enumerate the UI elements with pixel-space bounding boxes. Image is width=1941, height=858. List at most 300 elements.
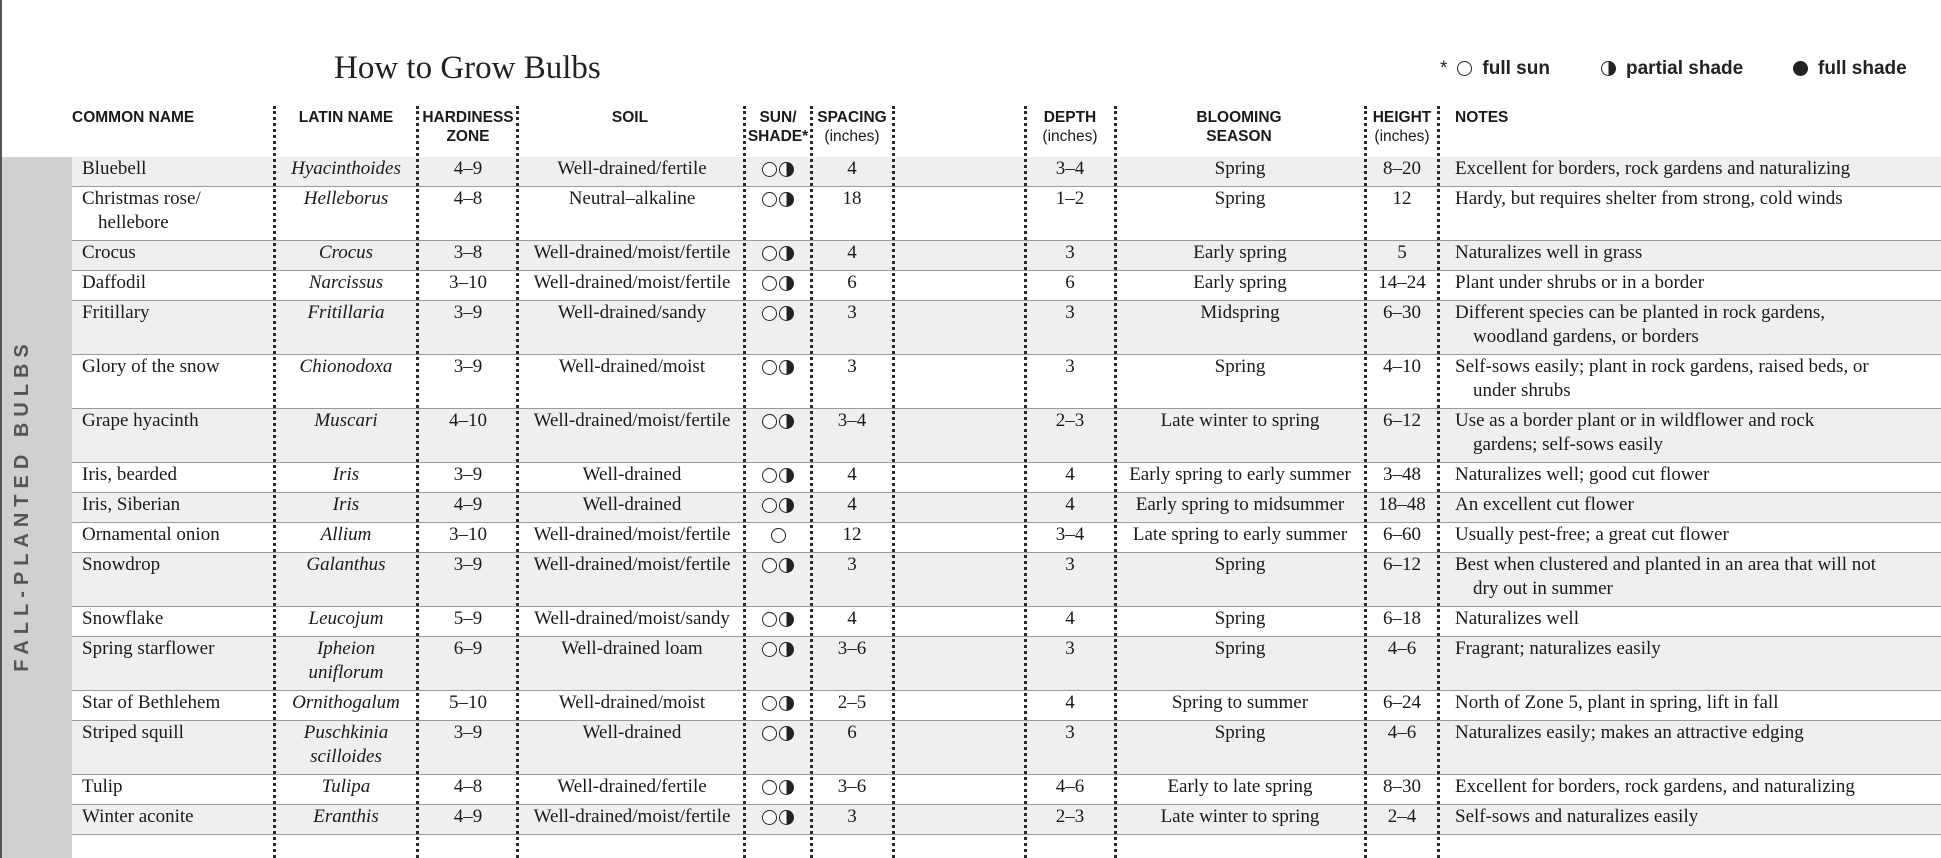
full-sun-icon bbox=[762, 498, 777, 513]
latin-name-cell-line: Fritillaria bbox=[307, 302, 385, 323]
common-name-cell-line: Tulip bbox=[82, 776, 123, 797]
common-name-cell-line: Fritillary bbox=[82, 302, 150, 323]
sun-shade-cell bbox=[744, 306, 812, 321]
latin-name-cell-line: Chionodoxa bbox=[299, 356, 393, 377]
latin-name-cell-line: Hyacinthoides bbox=[291, 158, 401, 179]
divider-bloom bbox=[1114, 106, 1117, 858]
common-name-cell bbox=[82, 775, 123, 799]
latin-name-cell-line: Crocus bbox=[318, 242, 374, 263]
partial-shade-icon bbox=[779, 246, 794, 261]
sun-shade-cell bbox=[744, 810, 812, 825]
spacing-cell: 18 bbox=[842, 188, 862, 209]
partial-shade-icon bbox=[779, 162, 794, 177]
legend-shade bbox=[1793, 58, 1907, 80]
latin-name-cell bbox=[278, 691, 414, 715]
sun-shade-cell bbox=[744, 498, 812, 513]
notes-cell bbox=[1455, 241, 1642, 265]
legend-sun bbox=[1440, 58, 1550, 80]
common-name-cell-line: Ornamental onion bbox=[82, 524, 220, 545]
notes-cell-line: Fragrant; naturalizes easily bbox=[1455, 638, 1661, 659]
notes-cell bbox=[1455, 463, 1709, 487]
depth-cell: 3 bbox=[1065, 554, 1075, 575]
depth-cell: 2–3 bbox=[1055, 410, 1085, 431]
latin-name-cell-line: Iris bbox=[332, 494, 360, 515]
notes-cell bbox=[1455, 607, 1579, 631]
notes-cell-line: dry out in summer bbox=[1473, 578, 1613, 599]
common-name-cell-line: Crocus bbox=[82, 242, 136, 263]
common-name-cell bbox=[82, 721, 184, 745]
full-sun-icon bbox=[762, 360, 777, 375]
common-name-cell bbox=[82, 157, 146, 181]
blooming-season-cell: Spring bbox=[1214, 722, 1266, 743]
full-sun-icon bbox=[762, 468, 777, 483]
notes-cell-line: Different species can be planted in rock gardens, bbox=[1455, 302, 1825, 323]
partial-shade-icon bbox=[779, 780, 794, 795]
soil-cell: Well-drained/moist/sandy bbox=[534, 608, 730, 629]
hardiness-zone-cell: 6–9 bbox=[453, 638, 483, 659]
header-sun-shade bbox=[744, 108, 812, 146]
depth-cell: 6 bbox=[1065, 272, 1075, 293]
common-name-cell-line: Daffodil bbox=[82, 272, 147, 293]
soil-cell: Well-drained bbox=[582, 722, 682, 743]
soil-cell: Well-drained/fertile bbox=[557, 158, 707, 179]
spacing-cell: 4 bbox=[847, 494, 857, 515]
soil-cell: Well-drained/moist/fertile bbox=[533, 242, 731, 263]
blooming-season-cell: Late winter to spring bbox=[1160, 806, 1320, 827]
blooming-season-cell: Spring bbox=[1214, 608, 1266, 629]
depth-cell: 1–2 bbox=[1055, 188, 1085, 209]
depth-cell: 3 bbox=[1065, 722, 1075, 743]
latin-name-cell bbox=[278, 553, 414, 577]
depth-cell: 4–6 bbox=[1055, 776, 1085, 797]
common-name-cell-line: Iris, Siberian bbox=[82, 494, 181, 515]
soil-cell: Well-drained/moist/fertile bbox=[533, 524, 731, 545]
header-hardiness-zone bbox=[420, 108, 516, 146]
header-spacing-line2: (inches) bbox=[824, 128, 880, 145]
common-name-cell-line: Star of Bethlehem bbox=[82, 692, 221, 713]
sun-shade-cell bbox=[744, 612, 812, 627]
hardiness-zone-cell: 4–8 bbox=[453, 188, 483, 209]
header-sun-line2: SHADE* bbox=[747, 128, 809, 145]
height-cell: 12 bbox=[1392, 188, 1412, 209]
notes-cell bbox=[1455, 409, 1814, 457]
height-cell: 4–6 bbox=[1387, 722, 1417, 743]
latin-name-cell bbox=[278, 775, 414, 799]
sun-shade-cell bbox=[744, 468, 812, 483]
blooming-season-cell: Late winter to spring bbox=[1160, 410, 1320, 431]
common-name-cell bbox=[82, 637, 214, 661]
sun-shade-cell bbox=[744, 780, 812, 795]
spacing-cell: 4 bbox=[847, 158, 857, 179]
notes-cell bbox=[1455, 355, 1869, 403]
full-sun-icon bbox=[762, 558, 777, 573]
full-sun-icon bbox=[762, 612, 777, 627]
notes-cell-line: Naturalizes easily; makes an attractive edging bbox=[1455, 722, 1804, 743]
latin-name-cell bbox=[278, 241, 414, 265]
height-cell: 14–24 bbox=[1378, 272, 1426, 293]
notes-cell bbox=[1455, 805, 1698, 829]
header-blooming-season bbox=[1118, 108, 1360, 146]
spacing-cell: 2–5 bbox=[837, 692, 867, 713]
height-cell: 2–4 bbox=[1387, 806, 1417, 827]
full-sun-icon bbox=[1457, 61, 1472, 76]
common-name-cell bbox=[82, 409, 199, 433]
latin-name-cell-line: Puschkinia bbox=[303, 722, 389, 743]
notes-cell-line: Use as a border plant or in wildflower and rock bbox=[1455, 410, 1815, 431]
common-name-cell bbox=[82, 463, 177, 487]
full-sun-icon bbox=[762, 276, 777, 291]
spacing-cell: 12 bbox=[842, 524, 862, 545]
latin-name-cell bbox=[278, 721, 414, 769]
spacing-cell: 4 bbox=[847, 608, 857, 629]
depth-cell: 3–4 bbox=[1055, 524, 1085, 545]
full-sun-icon bbox=[762, 246, 777, 261]
latin-name-cell-line: Ipheion bbox=[316, 638, 376, 659]
partial-shade-icon bbox=[779, 414, 794, 429]
blooming-season-cell: Spring bbox=[1214, 554, 1266, 575]
divider-height bbox=[1364, 106, 1367, 858]
height-cell: 6–60 bbox=[1383, 524, 1421, 545]
spacing-cell: 6 bbox=[847, 272, 857, 293]
full-sun-icon bbox=[762, 726, 777, 741]
common-name-cell-line: Winter aconite bbox=[82, 806, 194, 827]
spacing-cell: 3 bbox=[847, 356, 857, 377]
common-name-cell bbox=[82, 523, 220, 547]
depth-cell: 4 bbox=[1065, 494, 1075, 515]
latin-name-cell-line: Leucojum bbox=[308, 608, 384, 629]
common-name-cell-line: Snowflake bbox=[82, 608, 164, 629]
notes-cell bbox=[1455, 775, 1855, 799]
hardiness-zone-cell: 4–8 bbox=[453, 776, 483, 797]
sun-shade-cell bbox=[744, 642, 812, 657]
soil-cell: Well-drained loam bbox=[561, 638, 703, 659]
notes-cell-line: Excellent for borders, rock gardens and naturalizing bbox=[1455, 158, 1851, 179]
height-cell: 8–20 bbox=[1383, 158, 1421, 179]
partial-shade-icon bbox=[779, 360, 794, 375]
header-depth bbox=[1028, 108, 1112, 146]
blooming-season-cell: Early spring to midsummer bbox=[1135, 494, 1345, 515]
height-cell: 6–18 bbox=[1383, 608, 1421, 629]
notes-cell bbox=[1455, 637, 1661, 661]
hardiness-zone-cell: 3–9 bbox=[453, 722, 483, 743]
section-label: FALL-PLANTED BULBS bbox=[11, 338, 33, 672]
latin-name-cell bbox=[278, 607, 414, 631]
height-cell: 8–30 bbox=[1383, 776, 1421, 797]
latin-name-cell bbox=[278, 271, 414, 295]
height-cell: 4–6 bbox=[1387, 638, 1417, 659]
soil-cell: Well-drained/moist bbox=[558, 692, 706, 713]
blooming-season-cell: Early spring to early summer bbox=[1129, 464, 1351, 485]
header-height bbox=[1368, 108, 1436, 146]
full-sun-icon bbox=[762, 306, 777, 321]
latin-name-cell bbox=[278, 157, 414, 181]
blooming-season-cell: Late spring to early summer bbox=[1132, 524, 1348, 545]
notes-cell bbox=[1455, 301, 1825, 349]
divider-notes bbox=[1437, 106, 1440, 858]
full-sun-icon bbox=[771, 528, 786, 543]
full-sun-icon bbox=[762, 780, 777, 795]
common-name-cell bbox=[82, 301, 150, 325]
depth-cell: 3 bbox=[1065, 638, 1075, 659]
soil-cell: Neutral–alkaline bbox=[568, 188, 696, 209]
depth-cell: 4 bbox=[1065, 464, 1075, 485]
sun-shade-cell bbox=[744, 162, 812, 177]
common-name-cell bbox=[82, 187, 201, 235]
notes-cell bbox=[1455, 691, 1778, 715]
header-spacing bbox=[812, 108, 892, 146]
header-bloom-line2: SEASON bbox=[1206, 128, 1272, 145]
soil-cell: Well-drained/fertile bbox=[557, 776, 707, 797]
spacing-cell: 3 bbox=[847, 554, 857, 575]
soil-cell: Well-drained/sandy bbox=[557, 302, 707, 323]
hardiness-zone-cell: 4–9 bbox=[453, 806, 483, 827]
divider-zone bbox=[416, 106, 419, 858]
notes-cell-line: Naturalizes well in grass bbox=[1455, 242, 1643, 263]
soil-cell: Well-drained bbox=[582, 494, 682, 515]
latin-name-cell-line: scilloides bbox=[310, 746, 382, 767]
blooming-season-cell: Midspring bbox=[1200, 302, 1280, 323]
header-soil: SOIL bbox=[611, 109, 649, 126]
blooming-season-cell: Early to late spring bbox=[1167, 776, 1313, 797]
hardiness-zone-cell: 4–10 bbox=[449, 410, 487, 431]
latin-name-cell-line: Muscari bbox=[314, 410, 378, 431]
notes-cell-line: gardens; self-sows easily bbox=[1473, 434, 1663, 455]
latin-name-cell bbox=[278, 493, 414, 517]
soil-cell: Well-drained/moist/fertile bbox=[533, 554, 731, 575]
common-name-cell bbox=[82, 691, 220, 715]
header-depth-line2: (inches) bbox=[1042, 128, 1098, 145]
depth-cell: 3 bbox=[1065, 302, 1075, 323]
header-latin-name: LATIN NAME bbox=[298, 109, 394, 126]
blooming-season-cell: Early spring bbox=[1193, 272, 1287, 293]
spacing-cell: 4 bbox=[847, 464, 857, 485]
notes-cell bbox=[1455, 493, 1634, 517]
notes-cell bbox=[1455, 187, 1843, 211]
full-sun-icon bbox=[762, 810, 777, 825]
partial-shade-icon bbox=[779, 468, 794, 483]
divider-latin bbox=[273, 106, 276, 858]
notes-cell-line: Best when clustered and planted in an area that will not bbox=[1455, 554, 1877, 575]
header-height-line2: (inches) bbox=[1374, 128, 1430, 145]
latin-name-cell-line: Galanthus bbox=[306, 554, 386, 575]
notes-cell-line: North of Zone 5, plant in spring, lift in fall bbox=[1455, 692, 1779, 713]
legend-asterisk: * bbox=[1440, 58, 1448, 79]
common-name-cell bbox=[82, 241, 136, 265]
height-cell: 18–48 bbox=[1378, 494, 1426, 515]
notes-cell-line: under shrubs bbox=[1473, 380, 1571, 401]
partial-shade-icon bbox=[779, 642, 794, 657]
latin-name-cell bbox=[278, 637, 414, 685]
full-sun-icon bbox=[762, 414, 777, 429]
notes-cell-line: Usually pest-free; a great cut flower bbox=[1455, 524, 1729, 545]
common-name-cell-line: Iris, bearded bbox=[82, 464, 177, 485]
spacing-cell: 4 bbox=[847, 242, 857, 263]
notes-cell-line: Naturalizes well bbox=[1455, 608, 1579, 629]
partial-shade-icon bbox=[779, 696, 794, 711]
partial-shade-icon bbox=[779, 558, 794, 573]
blooming-season-cell: Spring bbox=[1214, 638, 1266, 659]
notes-cell-line: Plant under shrubs or in a border bbox=[1455, 272, 1705, 293]
height-cell: 6–12 bbox=[1383, 554, 1421, 575]
depth-cell: 3–4 bbox=[1055, 158, 1085, 179]
sun-shade-cell bbox=[744, 696, 812, 711]
partial-shade-icon bbox=[779, 276, 794, 291]
partial-shade-icon bbox=[779, 498, 794, 513]
full-sun-icon bbox=[762, 642, 777, 657]
latin-name-cell-line: Eranthis bbox=[313, 806, 379, 827]
partial-shade-icon bbox=[779, 810, 794, 825]
latin-name-cell bbox=[278, 355, 414, 379]
notes-cell-line: woodland gardens, or borders bbox=[1473, 326, 1699, 347]
latin-name-cell bbox=[278, 463, 414, 487]
common-name-cell-line: Bluebell bbox=[82, 158, 147, 179]
header-spacing-line1: SPACING bbox=[817, 109, 887, 126]
common-name-cell bbox=[82, 355, 220, 379]
hardiness-zone-cell: 3–9 bbox=[453, 356, 483, 377]
latin-name-cell-line: Ornithogalum bbox=[292, 692, 400, 713]
latin-name-cell-line: Helleborus bbox=[303, 188, 389, 209]
common-name-cell-line: Snowdrop bbox=[82, 554, 161, 575]
depth-cell: 4 bbox=[1065, 692, 1075, 713]
header-height-line1: HEIGHT bbox=[1372, 109, 1432, 126]
spacing-cell: 3 bbox=[847, 302, 857, 323]
partial-shade-icon bbox=[1601, 61, 1616, 76]
common-name-cell-line: Striped squill bbox=[82, 722, 184, 743]
header-hardiness-line2: ZONE bbox=[446, 128, 490, 145]
height-cell: 6–12 bbox=[1383, 410, 1421, 431]
hardiness-zone-cell: 3–9 bbox=[453, 302, 483, 323]
spacing-cell: 3–4 bbox=[837, 410, 867, 431]
notes-cell-line: Self-sows easily; plant in rock gardens, raised beds, or bbox=[1455, 356, 1869, 377]
header-common-name: COMMON NAME bbox=[72, 109, 195, 126]
notes-cell-line: Naturalizes well; good cut flower bbox=[1455, 464, 1710, 485]
sun-shade-cell bbox=[744, 528, 812, 543]
hardiness-zone-cell: 3–10 bbox=[449, 272, 487, 293]
full-sun-icon bbox=[762, 696, 777, 711]
hardiness-zone-cell: 5–9 bbox=[453, 608, 483, 629]
notes-cell bbox=[1455, 523, 1729, 547]
full-sun-icon bbox=[762, 162, 777, 177]
depth-cell: 2–3 bbox=[1055, 806, 1085, 827]
notes-cell-line: Hardy, but requires shelter from strong, cold winds bbox=[1455, 188, 1843, 209]
legend-label-full-shade: full shade bbox=[1818, 58, 1907, 79]
common-name-cell-line: Christmas rose/ bbox=[82, 188, 201, 209]
soil-cell: Well-drained/moist/fertile bbox=[533, 272, 731, 293]
hardiness-zone-cell: 3–9 bbox=[453, 464, 483, 485]
sun-shade-cell bbox=[744, 414, 812, 429]
common-name-cell-line: Grape hyacinth bbox=[82, 410, 199, 431]
partial-shade-icon bbox=[779, 726, 794, 741]
sun-shade-cell bbox=[744, 246, 812, 261]
latin-name-cell-line: Tulipa bbox=[321, 776, 371, 797]
partial-shade-icon bbox=[779, 192, 794, 207]
page-title: How to Grow Bulbs bbox=[334, 50, 601, 86]
header-notes: NOTES bbox=[1455, 109, 1509, 126]
depth-cell: 4 bbox=[1065, 608, 1075, 629]
hardiness-zone-cell: 3–10 bbox=[449, 524, 487, 545]
hardiness-zone-cell: 4–9 bbox=[453, 158, 483, 179]
common-name-cell-line: hellebore bbox=[98, 212, 169, 233]
latin-name-cell bbox=[278, 187, 414, 211]
common-name-cell bbox=[82, 271, 146, 295]
depth-cell: 3 bbox=[1065, 356, 1075, 377]
soil-cell: Well-drained/moist/fertile bbox=[533, 806, 731, 827]
header-hardiness-line1: HARDINESS bbox=[422, 109, 514, 126]
divider-spacing bbox=[810, 106, 813, 858]
latin-name-cell bbox=[278, 523, 414, 547]
hardiness-zone-cell: 3–8 bbox=[453, 242, 483, 263]
header-depth-line1: DEPTH bbox=[1043, 109, 1097, 126]
notes-cell bbox=[1455, 271, 1704, 295]
header-bloom-line1: BLOOMING bbox=[1196, 109, 1282, 126]
notes-cell bbox=[1455, 721, 1804, 745]
common-name-cell bbox=[82, 493, 180, 517]
hardiness-zone-cell: 3–9 bbox=[453, 554, 483, 575]
notes-cell-line: Excellent for borders, rock gardens, and naturalizing bbox=[1455, 776, 1855, 797]
latin-name-cell-line: Allium bbox=[320, 524, 372, 545]
partial-shade-icon bbox=[779, 612, 794, 627]
legend-label-partial-shade: partial shade bbox=[1626, 58, 1744, 79]
height-cell: 4–10 bbox=[1383, 356, 1421, 377]
latin-name-cell-line: Narcissus bbox=[308, 272, 384, 293]
sun-shade-cell bbox=[744, 558, 812, 573]
header-sun-line1: SUN/ bbox=[759, 109, 797, 126]
soil-cell: Well-drained/moist/fertile bbox=[533, 410, 731, 431]
sun-shade-cell bbox=[744, 360, 812, 375]
height-cell: 6–24 bbox=[1383, 692, 1421, 713]
depth-cell: 3 bbox=[1065, 242, 1075, 263]
soil-cell: Well-drained/moist bbox=[558, 356, 706, 377]
sun-shade-cell bbox=[744, 276, 812, 291]
latin-name-cell bbox=[278, 301, 414, 325]
partial-shade-icon bbox=[779, 306, 794, 321]
divider-soil bbox=[516, 106, 519, 858]
spacing-cell: 3 bbox=[847, 806, 857, 827]
divider-spacing-end bbox=[892, 106, 895, 858]
common-name-cell-line: Spring starflower bbox=[82, 638, 215, 659]
latin-name-cell bbox=[278, 409, 414, 433]
row-divider bbox=[72, 834, 1941, 835]
full-shade-icon bbox=[1793, 61, 1808, 76]
notes-cell bbox=[1455, 157, 1850, 181]
common-name-cell bbox=[82, 805, 194, 829]
notes-cell-line: Self-sows and naturalizes easily bbox=[1455, 806, 1699, 827]
latin-name-cell-line: uniflorum bbox=[308, 662, 384, 683]
spacing-cell: 6 bbox=[847, 722, 857, 743]
common-name-cell bbox=[82, 607, 163, 631]
height-cell: 6–30 bbox=[1383, 302, 1421, 323]
blooming-season-cell: Spring bbox=[1214, 158, 1266, 179]
legend-label-full-sun: full sun bbox=[1482, 58, 1550, 79]
latin-name-cell bbox=[278, 805, 414, 829]
sun-shade-cell bbox=[744, 192, 812, 207]
soil-cell: Well-drained bbox=[582, 464, 682, 485]
notes-cell-line: An excellent cut flower bbox=[1455, 494, 1634, 515]
spacing-cell: 3–6 bbox=[837, 776, 867, 797]
blooming-season-cell: Spring bbox=[1214, 356, 1266, 377]
full-sun-icon bbox=[762, 192, 777, 207]
height-cell: 5 bbox=[1397, 242, 1407, 263]
blooming-season-cell: Spring to summer bbox=[1171, 692, 1309, 713]
height-cell: 3–48 bbox=[1383, 464, 1421, 485]
sun-shade-cell bbox=[744, 726, 812, 741]
legend-partial bbox=[1601, 58, 1743, 80]
hardiness-zone-cell: 4–9 bbox=[453, 494, 483, 515]
divider-sun bbox=[743, 106, 746, 858]
blooming-season-cell: Early spring bbox=[1193, 242, 1287, 263]
latin-name-cell-line: Iris bbox=[332, 464, 360, 485]
notes-cell bbox=[1455, 553, 1876, 601]
